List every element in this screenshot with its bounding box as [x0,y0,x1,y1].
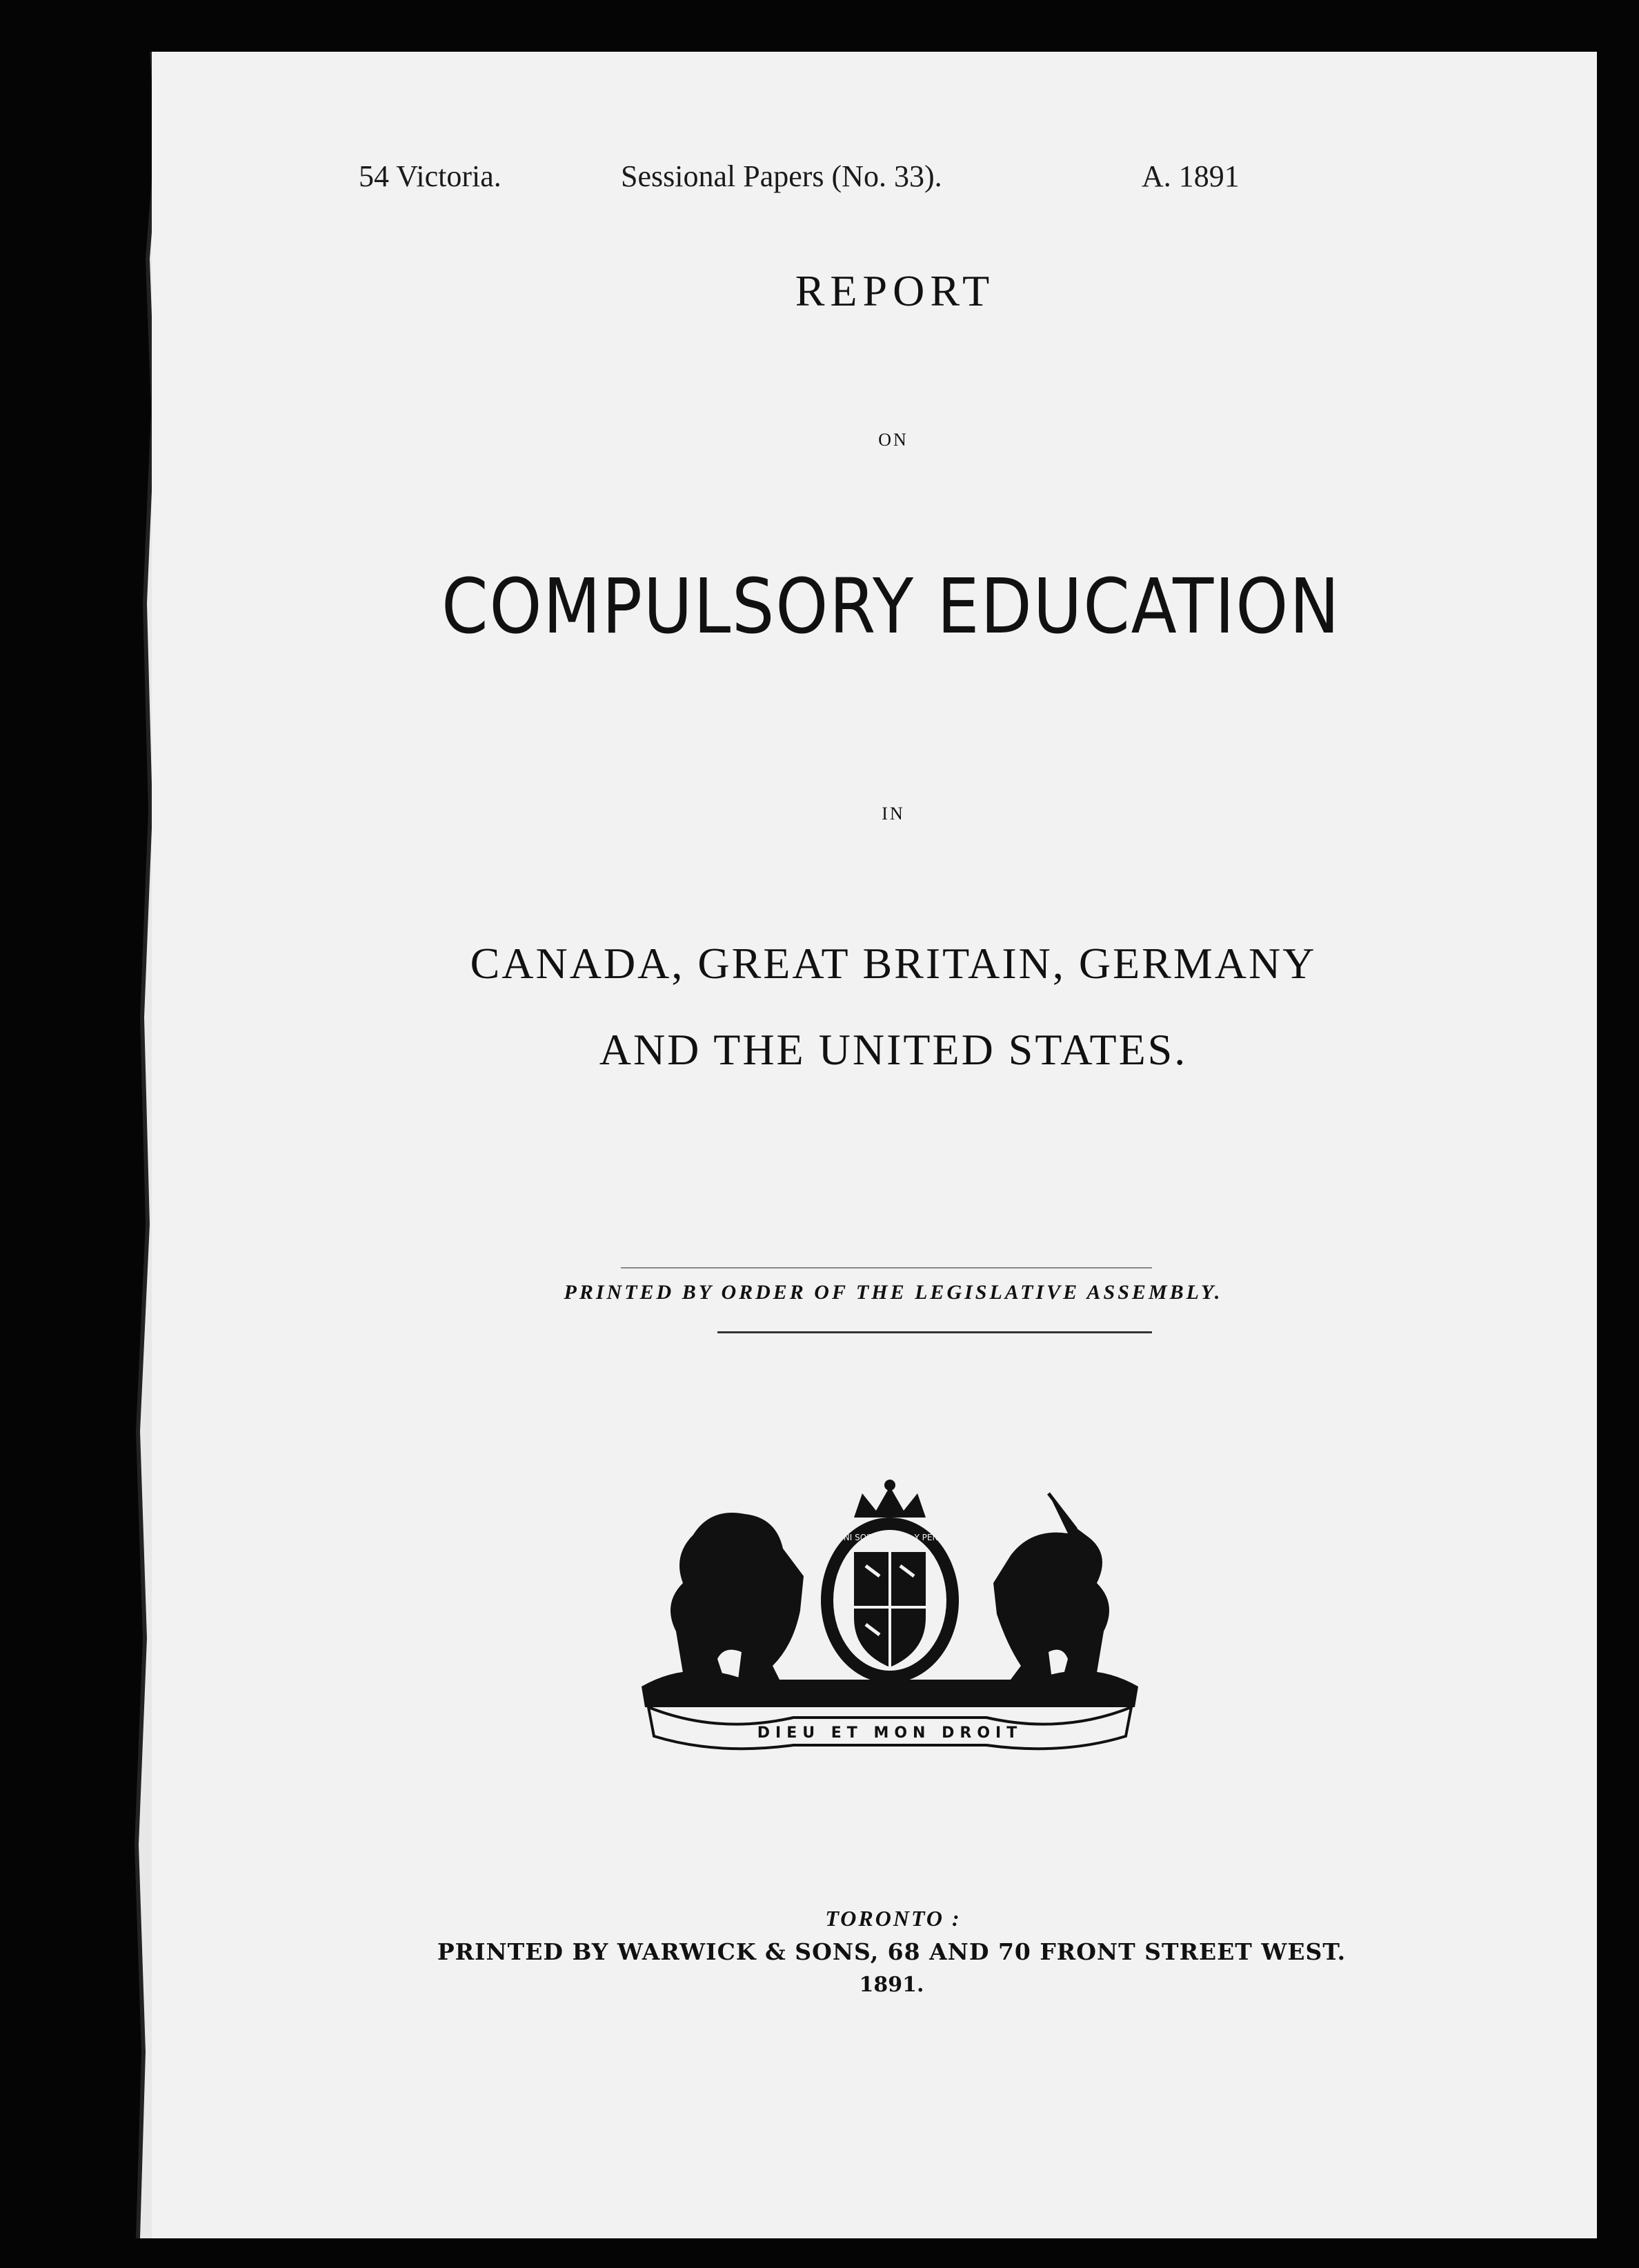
running-header [152,159,1597,207]
imprint-printer: PRINTED BY WARWICK & SONS, 68 AND 70 FRONT STREET WEST. [437,1938,1347,1965]
rule-top [621,1267,1152,1269]
document-page [152,52,1597,2238]
imprint-year: 1891. [859,1973,924,1997]
ribbon-motto: DIEU ET MON DROIT [757,1724,1023,1742]
printed-by-order-line: PRINTED BY ORDER OF THE LEGISLATIVE ASSEMBLY. [564,1281,1223,1304]
countries-line-1: CANADA, GREAT BRITAIN, GERMANY [470,939,1317,988]
imprint-city: TORONTO : [825,1906,962,1931]
connector-in: IN [882,804,905,824]
royal-coat-of-arms [635,1480,1145,1776]
garter-motto: HONI SOIT QUI MAL Y PENSE [831,1533,949,1542]
header-volume: 54 Victoria. [359,159,501,193]
header-sessional-papers: Sessional Papers (No. 33). [621,159,942,193]
header-year: A. 1891 [1142,159,1240,193]
rule-bottom [717,1331,1152,1333]
report-heading: REPORT [795,266,995,315]
countries-line-2: AND THE UNITED STATES. [599,1025,1188,1074]
connector-on: ON [878,430,908,450]
main-title: COMPULSORY EDUCATION [441,562,1341,650]
